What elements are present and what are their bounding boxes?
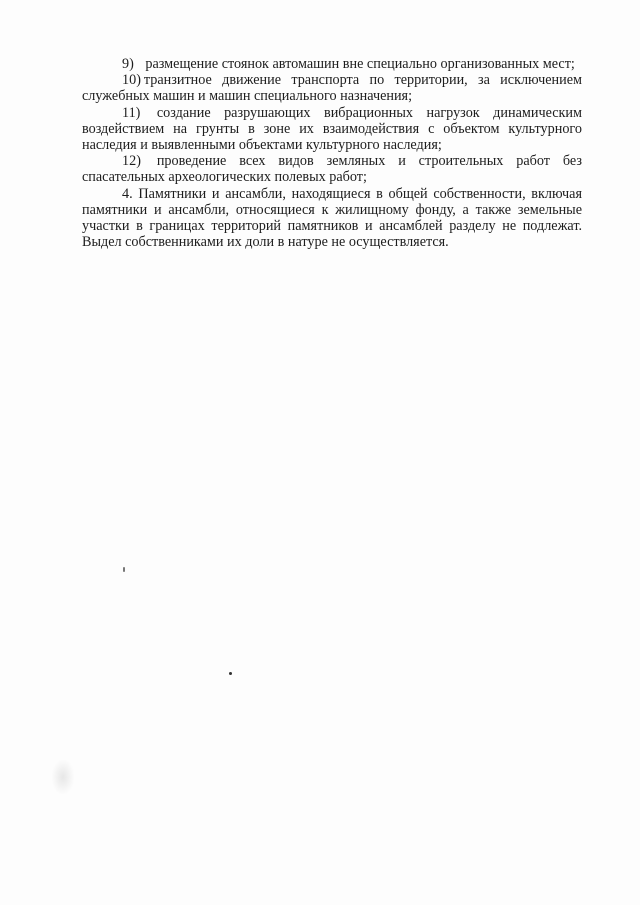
item-number: 11) xyxy=(122,104,141,121)
section-text: Памятники и ансамбли, находящиеся в общей собственности, включая памятники и ансамбли, относящиеся к жилищному фонду, а также земельные участки в границах территорий памятников и ансамблей разделу не подлежат. Выдел собственниками их доли в натуре не осуществляется. xyxy=(82,185,582,251)
item-text: размещение стоянок автомашин вне специально организованных мест; xyxy=(145,56,575,72)
item-number: 10) xyxy=(122,72,141,89)
scan-speck xyxy=(229,672,232,675)
scan-smudge xyxy=(52,760,74,794)
section-4-paragraph xyxy=(82,186,582,251)
document-body xyxy=(82,56,582,250)
list-item-10 xyxy=(82,72,582,104)
list-item-12 xyxy=(82,153,582,185)
item-text: создание разрушающих вибрационных нагрузок динамическим воздействием на грунты в зоне их взаимодействия с объектом культурного наследия и выявленными объектами культурного наследия; xyxy=(82,104,582,154)
list-item-11 xyxy=(82,105,582,154)
section-number: 4. xyxy=(122,185,133,202)
item-text: проведение всех видов земляных и строительных работ без спасательных археологических полевых работ; xyxy=(82,153,583,186)
item-text: транзитное движение транспорта по территории, за исключением служебных машин и машин специального назначения; xyxy=(82,72,582,105)
scan-speck xyxy=(123,567,125,572)
item-number: 12) xyxy=(122,153,141,170)
list-item-9 xyxy=(82,56,582,72)
item-number: 9) xyxy=(122,56,134,72)
